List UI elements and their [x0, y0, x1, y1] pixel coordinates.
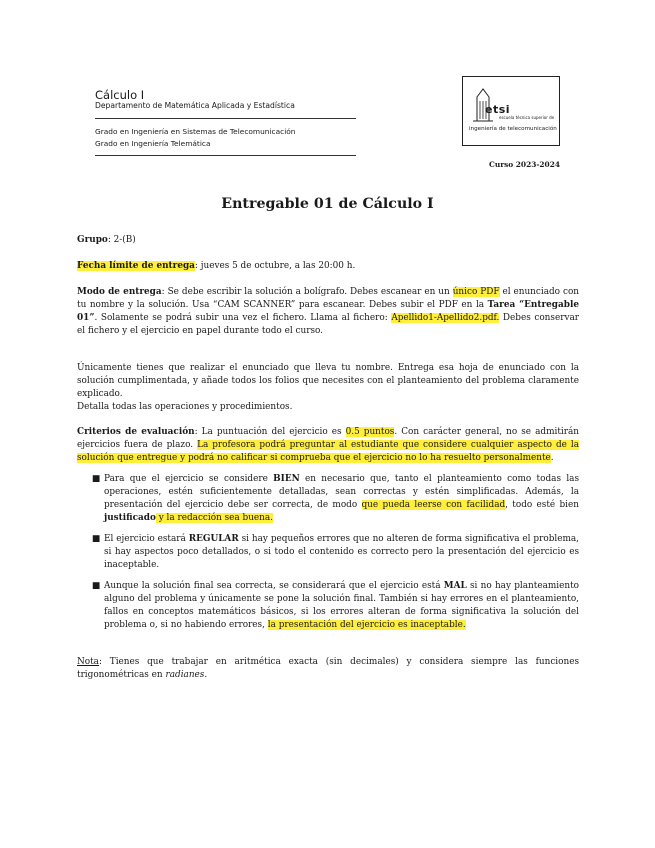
- bullet-icon: ■: [92, 534, 101, 544]
- group-value: : 2-(B): [107, 235, 136, 245]
- justified-word: justificado: [104, 512, 156, 523]
- note-text: : Tienes que trabajar en aritmética exacta (sin decimales) y considera siempre las funciones trigonométricas en: [77, 657, 579, 680]
- criteria-text: .: [550, 452, 554, 463]
- criteria-list: [92, 533, 579, 572]
- criteria-paragraph: [77, 426, 579, 465]
- criteria-item-regular: [92, 533, 579, 572]
- course-name: Cálculo I: [95, 88, 145, 102]
- bullet-icon: ■: [92, 474, 101, 484]
- delivery-text: . Solamente se podrá subir una vez el fichero. Llama al fichero:: [94, 312, 392, 323]
- delivery-text: el enunciado con tu nombre y la solución. Usa “CAM SCANNER” para escanear. Debes subir el PDF en la: [77, 287, 580, 310]
- building-icon: [463, 77, 561, 147]
- document-title: Entregable 01 de Cálculo I: [221, 196, 434, 212]
- criteria-list: [92, 580, 579, 632]
- degree-line-1: Grado en Ingeniería en Sistemas de Telecomunicación: [95, 127, 296, 136]
- writing-highlight: y la redacción sea buena.: [155, 512, 274, 523]
- note-text: .: [204, 669, 208, 680]
- delivery-paragraph: [77, 286, 579, 338]
- criteria-item-bien: [92, 473, 579, 525]
- instructions-text: Únicamente tienes que realizar el enunciado que lleva tu nombre. Entrega esa hoja de enunciado con la solución cumplimentada, y añade todos los folios que necesites con el planteamiento del problema claramente explicado.: [77, 363, 579, 399]
- item-text: Para que el ejercicio se considere: [104, 474, 274, 484]
- grade-bien: BIEN: [273, 474, 300, 484]
- header-divider: [95, 118, 356, 119]
- note-paragraph: [77, 656, 579, 682]
- note-label: Nota: [77, 657, 99, 667]
- instructions-paragraph: [77, 362, 579, 414]
- logo-text: etsi: [485, 103, 511, 116]
- verification-highlight: La profesora podrá preguntar al estudiante que considere cualquier aspecto de la solución que entregue y podrá no calificar si comprueba que el ejercicio no lo ha resuelto personalmente: [77, 439, 580, 463]
- deadline-label: Fecha límite de entrega: [77, 261, 195, 271]
- criteria-text: . Con carácter general, no se admitirán ejercicios fuera de plazo.: [77, 427, 579, 450]
- grade-regular: REGULAR: [188, 534, 239, 544]
- school-logo: [462, 76, 560, 146]
- deadline-line: [77, 260, 579, 273]
- criteria-list: [92, 473, 579, 525]
- delivery-text: : Se debe escribir la solución a bolígrafo. Debes escanear en un: [161, 287, 453, 297]
- item-text: Aunque la solución final sea correcta, se considerará que el ejercicio está: [104, 581, 444, 591]
- group-label: Grupo: [77, 235, 108, 245]
- degree-line-2: Grado en Ingeniería Telemática: [95, 139, 211, 148]
- logo-subtext: escuela técnica superior de: [499, 115, 555, 120]
- group-line: [77, 234, 579, 247]
- criteria-label: Criterios de evaluación: [77, 427, 195, 437]
- item-text: en necesario que, tanto el planteamiento como todas las operaciones, estén suficientemente detalladas, sean correctas y estén simplificadas. Además, la presentación del ejercicio debe ser correcta, de modo: [104, 474, 579, 510]
- delivery-label: Modo de entrega: [77, 287, 162, 297]
- radians-word: radianes: [165, 669, 205, 680]
- item-text: si no hay planteamiento alguno del problema y únicamente se pone la solución final. También si hay errores en el planteamiento, fallos en conceptos matemáticos básicos, si los errores alteran de forma significativa la solución del problema o, si no habiendo errores,: [104, 581, 579, 630]
- readability-highlight: que pueda leerse con facilidad: [361, 499, 506, 510]
- grade-mal: MAL: [443, 581, 467, 591]
- course-year: Curso 2023-2024: [488, 160, 560, 169]
- item-text: si hay pequeños errores que no alteren de forma significativa el problema, si hay aspectos poco detallados, o si todo el contenido es correcto pero la presentación del ejercicio es inaceptable.: [104, 534, 579, 570]
- item-text: El ejercicio estará: [104, 534, 189, 544]
- item-text: , todo esté bien: [505, 499, 579, 510]
- file-name-highlight: Apellido1-Apellido2.pdf.: [391, 312, 500, 323]
- presentation-highlight: la presentación del ejercicio es inaceptable.: [267, 619, 466, 630]
- delivery-text: Debes conservar el fichero y el ejercicio en papel durante todo el curso.: [77, 312, 579, 336]
- instructions-detail: Detalla todas las operaciones y procedimientos.: [77, 401, 293, 412]
- bullet-icon: ■: [92, 581, 101, 591]
- department: Departamento de Matemática Aplicada y Estadística: [95, 101, 295, 110]
- criteria-item-mal: [92, 580, 579, 632]
- header-divider: [95, 155, 356, 156]
- assignment-name: Tarea “Entregable 01”: [77, 299, 579, 323]
- deadline-value: : jueves 5 de octubre, a las 20:00 h.: [194, 261, 356, 271]
- criteria-text: : La puntuación del ejercicio es: [194, 427, 346, 437]
- single-pdf-highlight: único PDF: [452, 287, 500, 297]
- points-highlight: 0.5 puntos: [345, 427, 395, 437]
- logo-caption: ingeniería de telecomunicación: [469, 126, 557, 132]
